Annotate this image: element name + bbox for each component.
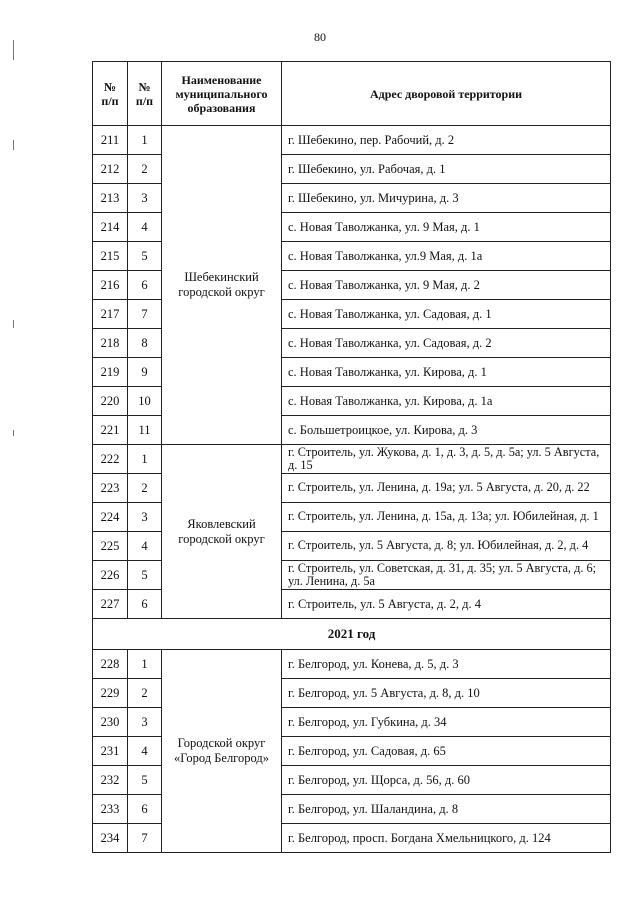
- header-num1: № п/п: [93, 62, 128, 126]
- row-number: 227: [93, 590, 128, 619]
- row-number: 232: [93, 766, 128, 795]
- address-cell: с. Новая Таволжанка, ул. 9 Мая, д. 2: [282, 271, 611, 300]
- header-address: Адрес дворовой территории: [282, 62, 611, 126]
- row-subnumber: 5: [128, 766, 162, 795]
- row-number: 218: [93, 329, 128, 358]
- row-subnumber: 11: [128, 416, 162, 445]
- address-cell: г. Шебекино, пер. Рабочий, д. 2: [282, 126, 611, 155]
- page-number: 80: [314, 30, 326, 44]
- row-number: 222: [93, 445, 128, 474]
- address-cell: с. Новая Таволжанка, ул. Садовая, д. 2: [282, 329, 611, 358]
- row-subnumber: 2: [128, 155, 162, 184]
- scan-mark: [13, 430, 14, 436]
- row-subnumber: 1: [128, 650, 162, 679]
- scan-mark: [13, 320, 14, 328]
- row-subnumber: 10: [128, 387, 162, 416]
- address-cell: г. Белгород, ул. Конева, д. 5, д. 3: [282, 650, 611, 679]
- row-subnumber: 6: [128, 590, 162, 619]
- address-cell: г. Строитель, ул. Советская, д. 31, д. 35; ул. 5 Августа, д. 6; ул. Ленина, д. 5а: [282, 561, 611, 590]
- row-subnumber: 9: [128, 358, 162, 387]
- row-subnumber: 3: [128, 184, 162, 213]
- table-header-row: [93, 62, 611, 126]
- municipality-cell: Городской округ «Город Белгород»: [162, 650, 282, 853]
- table-row: [93, 650, 611, 679]
- row-number: 224: [93, 503, 128, 532]
- row-number: 221: [93, 416, 128, 445]
- row-number: 230: [93, 708, 128, 737]
- address-cell: г. Строитель, ул. Ленина, д. 15а, д. 13а; ул. Юбилейная, д. 1: [282, 503, 611, 532]
- row-number: 226: [93, 561, 128, 590]
- row-number: 212: [93, 155, 128, 184]
- address-cell: г. Белгород, просп. Богдана Хмельницкого, д. 124: [282, 824, 611, 853]
- row-subnumber: 1: [128, 126, 162, 155]
- row-subnumber: 4: [128, 737, 162, 766]
- year-heading: 2021 год: [93, 619, 611, 650]
- row-number: 220: [93, 387, 128, 416]
- row-subnumber: 8: [128, 329, 162, 358]
- address-cell: г. Белгород, ул. Губкина, д. 34: [282, 708, 611, 737]
- address-cell: г. Строитель, ул. 5 Августа, д. 2, д. 4: [282, 590, 611, 619]
- row-subnumber: 2: [128, 474, 162, 503]
- year-row: [93, 619, 611, 650]
- row-number: 214: [93, 213, 128, 242]
- row-number: 228: [93, 650, 128, 679]
- row-subnumber: 6: [128, 271, 162, 300]
- address-cell: с. Новая Таволжанка, ул. 9 Мая, д. 1: [282, 213, 611, 242]
- scan-mark: [13, 140, 14, 150]
- row-number: 225: [93, 532, 128, 561]
- row-number: 233: [93, 795, 128, 824]
- address-cell: с. Большетроицкое, ул. Кирова, д. 3: [282, 416, 611, 445]
- address-cell: г. Белгород, ул. Садовая, д. 65: [282, 737, 611, 766]
- address-cell: с. Новая Таволжанка, ул. Кирова, д. 1а: [282, 387, 611, 416]
- address-cell: г. Белгород, ул. Щорса, д. 56, д. 60: [282, 766, 611, 795]
- row-number: 229: [93, 679, 128, 708]
- municipality-cell: Яковлевский городской округ: [162, 445, 282, 619]
- territory-table: [92, 61, 611, 853]
- row-number: 216: [93, 271, 128, 300]
- row-subnumber: 5: [128, 242, 162, 271]
- row-subnumber: 7: [128, 300, 162, 329]
- row-number: 231: [93, 737, 128, 766]
- row-subnumber: 3: [128, 503, 162, 532]
- address-cell: г. Шебекино, ул. Рабочая, д. 1: [282, 155, 611, 184]
- table-row: [93, 445, 611, 474]
- row-number: 219: [93, 358, 128, 387]
- address-cell: г. Шебекино, ул. Мичурина, д. 3: [282, 184, 611, 213]
- address-cell: г. Белгород, ул. 5 Августа, д. 8, д. 10: [282, 679, 611, 708]
- row-subnumber: 4: [128, 213, 162, 242]
- row-subnumber: 4: [128, 532, 162, 561]
- row-number: 213: [93, 184, 128, 213]
- address-cell: г. Белгород, ул. Шаландина, д. 8: [282, 795, 611, 824]
- row-subnumber: 3: [128, 708, 162, 737]
- address-cell: с. Новая Таволжанка, ул. Кирова, д. 1: [282, 358, 611, 387]
- row-number: 215: [93, 242, 128, 271]
- header-municipality: Наименование муниципального образования: [162, 62, 282, 126]
- row-subnumber: 5: [128, 561, 162, 590]
- row-subnumber: 2: [128, 679, 162, 708]
- row-number: 217: [93, 300, 128, 329]
- address-cell: с. Новая Таволжанка, ул. Садовая, д. 1: [282, 300, 611, 329]
- row-number: 223: [93, 474, 128, 503]
- address-cell: с. Новая Таволжанка, ул.9 Мая, д. 1а: [282, 242, 611, 271]
- row-number: 234: [93, 824, 128, 853]
- row-subnumber: 6: [128, 795, 162, 824]
- scan-mark: [13, 40, 14, 60]
- header-num2: № п/п: [128, 62, 162, 126]
- row-number: 211: [93, 126, 128, 155]
- row-subnumber: 1: [128, 445, 162, 474]
- row-subnumber: 7: [128, 824, 162, 853]
- table-row: [93, 126, 611, 155]
- address-cell: г. Строитель, ул. Жукова, д. 1, д. 3, д. 5, д. 5а; ул. 5 Августа, д. 15: [282, 445, 611, 474]
- municipality-cell: Шебекинский городской округ: [162, 126, 282, 445]
- address-cell: г. Строитель, ул. Ленина, д. 19а; ул. 5 Августа, д. 20, д. 22: [282, 474, 611, 503]
- address-cell: г. Строитель, ул. 5 Августа, д. 8; ул. Юбилейная, д. 2, д. 4: [282, 532, 611, 561]
